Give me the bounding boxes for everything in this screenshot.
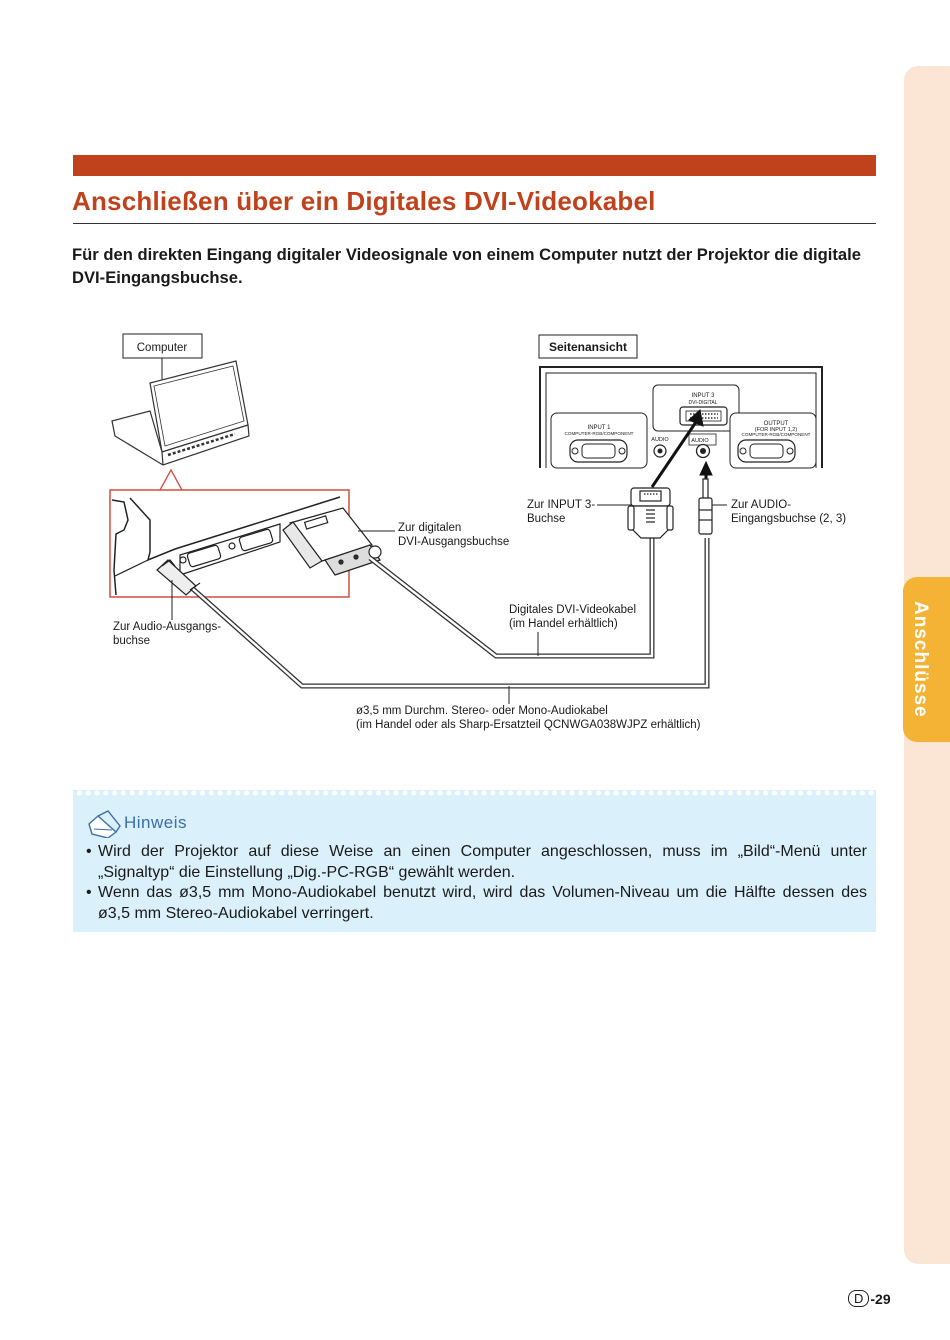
projector-side-panel bbox=[540, 367, 822, 468]
audio-in-label: Zur AUDIO- Eingangsbuchse (2, 3) bbox=[731, 499, 847, 525]
side-tab-label: Anschlüsse bbox=[910, 601, 931, 718]
side-view-label: Seitenansicht bbox=[548, 340, 628, 354]
svg-text:(FOR INPUT 1,2): (FOR INPUT 1,2) bbox=[754, 427, 798, 433]
svg-text:OUTPUT: OUTPUT bbox=[763, 421, 789, 427]
dvi-cable-label: Digitales DVI-Videokabel (im Handel erhältlich) bbox=[509, 604, 636, 630]
page-title: Anschließen über ein Digitales DVI-Videokabel bbox=[72, 186, 656, 216]
note-box-dotted-edge bbox=[73, 788, 876, 798]
svg-text:COMPUTER-RGB/COMPONENT: COMPUTER-RGB/COMPONENT bbox=[564, 431, 634, 436]
page-number-value: -29 bbox=[870, 1290, 891, 1307]
note-heading bbox=[86, 808, 187, 838]
pencil-note-icon bbox=[86, 808, 122, 838]
svg-text:AUDIO: AUDIO bbox=[691, 438, 709, 444]
svg-text:DVI-DIGITAL: DVI-DIGITAL bbox=[688, 400, 718, 406]
svg-text:AUDIO: AUDIO bbox=[651, 437, 669, 443]
svg-text:INPUT 3: INPUT 3 bbox=[691, 393, 715, 399]
dvi-plug-projector bbox=[628, 488, 673, 538]
svg-text:COMPUTER-RGB/COMPONENT: COMPUTER-RGB/COMPONENT bbox=[741, 432, 811, 437]
input3-label: Zur INPUT 3- Buchse bbox=[527, 499, 596, 525]
dvi-out-label: Zur digitalen DVI-Ausgangsbuchse bbox=[398, 522, 510, 548]
note-item: • Wird der Projektor auf diese Weise an einen Computer angeschlossen, muss im „Bild“-Menü unter „Signaltyp“ die Einstellung „Dig.-PC-RGB“ gewählt werden. bbox=[86, 842, 867, 883]
laptop-icon bbox=[112, 361, 249, 465]
intro-paragraph: Für den direkten Eingang digitaler Videosignale von einem Computer nutzt der Projektor die digitale DVI-Eingangsbuchse. bbox=[72, 245, 861, 287]
note-list bbox=[86, 842, 867, 924]
audio-plug-projector bbox=[699, 479, 712, 534]
page-prefix-badge: D bbox=[848, 1290, 869, 1307]
audio-cable-label: ø3,5 mm Durchm. Stereo- oder Mono-Audiokabel (im Handel oder als Sharp-Ersatzteil QCNWGA038WJPZ erhältlich) bbox=[356, 705, 701, 731]
computer-label: Computer bbox=[136, 342, 188, 354]
note-heading-label: Hinweis bbox=[124, 813, 188, 832]
page-number bbox=[848, 1290, 891, 1307]
audio-out-label: Zur Audio-Ausgangs- buchse bbox=[113, 621, 222, 647]
note-item: • Wenn das ø3,5 mm Mono-Audiokabel benutzt wird, wird das Volumen-Niveau um die Hälfte dessen des ø3,5 mm Stereo-Audiokabel verringert. bbox=[86, 883, 867, 924]
svg-text:INPUT 1: INPUT 1 bbox=[587, 425, 611, 431]
